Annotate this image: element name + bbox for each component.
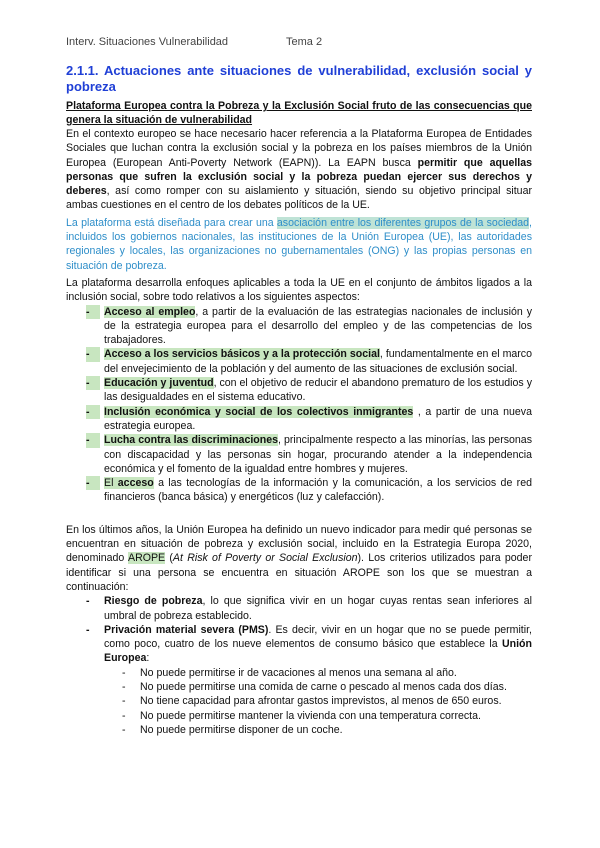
aspect-bold: Acceso a los servicios básicos y a la protección social — [104, 348, 380, 361]
text-run: La plataforma está diseñada para crear una — [66, 216, 277, 229]
pms-item — [66, 680, 532, 694]
bullet-dash: - — [86, 623, 90, 636]
aspect-item — [66, 433, 532, 476]
aspect-item — [66, 405, 532, 434]
subsection-title: Plataforma Europea contra la Pobreza y la Exclusión Social fruto de las consecuencias que genera la situación de vulnerabilidad — [66, 100, 532, 126]
criteria-list — [66, 594, 532, 665]
document-body — [66, 63, 532, 737]
italic-run: At Risk of Poverty or Social Exclusion — [172, 552, 358, 565]
bold-run: permitir que aquellas personas que sufren la exclusión social y la pobreza puedan ejercer sus derechos y deberes — [66, 156, 533, 198]
criterion-rest: , lo que significa vivir en un hogar cuyas rentas sean inferiores al umbral de pobreza establecido. — [104, 595, 532, 622]
aspect-rest: , con el objetivo de reducir el abandono prematuro de los estudios y las desigualdades en el sistema educativo. — [104, 377, 532, 404]
text-run: , incluidos los gobiernos nacionales, las instituciones de la Unión Europea (UE), las autoridades regionales y locales, las organizaciones no gubernamentales (ONG) y las propias personas en situación de pobreza. — [66, 216, 532, 272]
aspect-rest: , a partir de la evaluación de las estrategias nacionales de inclusión y de la estrategia europea para el desarrollo del empleo y de las competencias de los trabajadores. — [104, 305, 532, 347]
pms-item-text: No puede permitirse mantener la vivienda con una temperatura correcta. — [140, 709, 481, 722]
aspects-list — [66, 305, 532, 505]
aspect-bold: acceso — [117, 477, 154, 490]
page-header — [66, 36, 323, 48]
aspect-rest: , fundamentalmente en el marco del envejecimiento de la población y del aumento de las situaciones de exclusión social. — [104, 348, 532, 375]
bullet-dash: - — [86, 433, 100, 447]
pms-item-text: No puede permitirse disponer de un coche. — [140, 723, 343, 736]
bullet-dash: - — [86, 405, 100, 419]
bullet-dash: - — [122, 709, 126, 722]
criterion-rest: . Es decir, vivir en un hogar que no se puede permitir, como poco, cuatro de los nueve elementos de consumo básico que establece la — [104, 623, 532, 651]
text-run: En los últimos años, la Unión Europea ha definido un nuevo indicador para medir qué personas se encuentran en situación de pobreza y exclusión social, incluido en la Estrategia Europa 2020, denominado — [66, 523, 532, 565]
pms-items-list — [66, 666, 532, 737]
aspect-rest: , principalmente respecto a las minorías, las personas con discapacidad y las personas sin hogar, procurando atender a la independencia económica y el fomento de la igualdad entre hombres y mujeres. — [104, 434, 532, 475]
criterion-item — [66, 594, 532, 623]
bullet-dash: - — [122, 680, 126, 693]
aspect-bold: Educación y juventud — [104, 377, 214, 390]
aspect-rest: , a partir de una nueva estrategia europea. — [104, 405, 532, 432]
pms-item — [66, 694, 532, 708]
pms-item — [66, 709, 532, 723]
bullet-dash: - — [122, 695, 126, 708]
header-title: Interv. Situaciones Vulnerabilidad — [66, 36, 229, 48]
bullet-dash: - — [86, 376, 100, 390]
aspect-bold: Acceso al empleo — [104, 305, 196, 318]
criterion-item — [66, 623, 532, 666]
criterion-bold: Privación material severa (PMS) — [104, 623, 269, 636]
text-run: ( — [165, 552, 173, 565]
header-topic: Tema 2 — [286, 36, 323, 48]
arope-term: AROPE — [128, 552, 166, 565]
bullet-dash: - — [86, 347, 100, 361]
criterion-rest2: : — [146, 652, 150, 665]
aspect-rest: a las tecnologías de la información y la comunicación, a los servicios de red financieros (banca básica) y energéticos (luz y calefacción). — [104, 477, 532, 504]
aspect-item — [66, 347, 532, 376]
bullet-dash: - — [122, 666, 126, 679]
pms-item-text: No tiene capacidad para afrontar gastos imprevistos, al menos de 650 euros. — [140, 695, 502, 708]
text-run: En el contexto europeo se hace necesario hacer referencia a la Plataforma Europea de Entidades Sociales que luchan contra la exclusión social y la pobreza en los países miembros de la Unión Europea (European Anti-Poverty Network (EAPN)). La EAPN busca — [66, 128, 532, 169]
aspect-item — [66, 476, 532, 505]
aspect-item — [66, 376, 532, 405]
paragraph-aspects-intro: La plataforma desarrolla enfoques aplicables a toda la UE en el conjunto de ámbitos ligados a la inclusión social, sobre todo relativos a los siguientes aspectos: — [66, 276, 532, 304]
pms-item-text: No puede permitirse ir de vacaciones al menos una semana al año. — [140, 666, 457, 679]
paragraph-platform-design — [66, 216, 532, 273]
pms-item-text: No puede permitirse una comida de carne o pescado al menos cada dos días. — [140, 680, 507, 693]
bullet-dash: - — [122, 723, 126, 736]
highlighted-run: asociación entre los diferentes grupos de la sociedad — [276, 216, 530, 229]
bullet-dash: - — [86, 595, 90, 608]
pms-item — [66, 666, 532, 680]
pms-item — [66, 723, 532, 737]
aspect-item — [66, 305, 532, 348]
paragraph-arope — [66, 523, 532, 594]
section-title: 2.1.1. Actuaciones ante situaciones de vulnerabilidad, exclusión social y pobreza — [66, 63, 532, 94]
paragraph-eapn — [66, 127, 532, 213]
aspect-bold: Inclusión económica y social de los colectivos inmigrantes — [104, 405, 414, 418]
bullet-dash: - — [86, 476, 100, 490]
bullet-dash: - — [86, 305, 100, 319]
criterion-bold: Riesgo de pobreza — [104, 595, 203, 608]
aspect-bold: Lucha contra las discriminaciones — [104, 434, 279, 447]
text-run: ). Los criterios utilizados para poder identificar si una persona se encuentra en situación AROPE son los que se muestran a continuación: — [66, 552, 532, 593]
text-run: , así como romper con su aislamiento y situación, siendo su objetivo principal situar ambas cuestiones en el centro de los debates políticos de la UE. — [66, 185, 532, 212]
criterion-bold2: Unión Europea — [104, 638, 532, 665]
aspect-pre: El — [104, 477, 118, 490]
